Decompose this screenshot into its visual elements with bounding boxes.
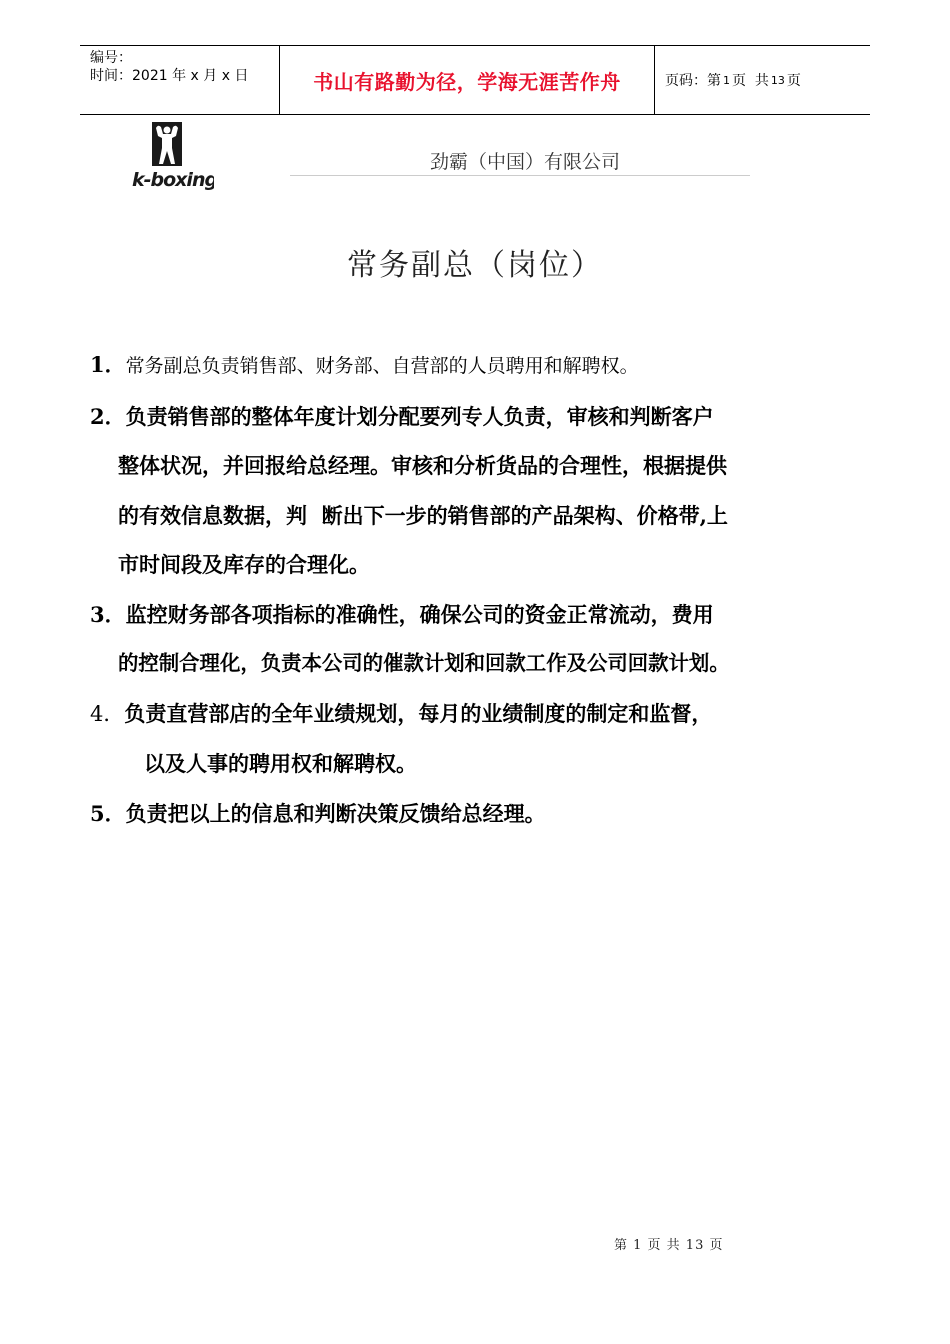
duty-list — [90, 340, 880, 838]
page-total: 13 — [770, 73, 785, 87]
document-header — [80, 45, 870, 115]
header-motto-cell — [280, 46, 655, 114]
item-line: 整体状况，并回报给总经理。审核和分析货品的合理性，根据提供 — [118, 453, 727, 478]
duty-item-1 — [90, 340, 880, 392]
number-label: 编号： — [90, 50, 132, 66]
page-mid-label: 页 共 — [732, 73, 769, 89]
kboxing-logo — [130, 122, 214, 194]
item-number: 5． — [90, 800, 126, 826]
boxer-logo-icon — [130, 122, 214, 194]
item-line: 负责把以上的信息和判断决策反馈给总经理。 — [125, 800, 546, 826]
item-line: 以及人事的聘用权和解聘权。 — [144, 751, 417, 776]
company-name: 劲霸（中国）有限公司 — [290, 148, 750, 176]
header-meta-cell — [80, 46, 280, 114]
time-label: 时间：2021 年 x 月 x 日 — [90, 68, 249, 84]
duty-item-4 — [90, 689, 880, 789]
item-number: 1． — [90, 352, 126, 377]
motto-text: 书山有路勤为径，学海无涯苦作舟 — [313, 69, 621, 94]
item-line: 常务副总负责销售部、财务部、自营部的人员聘用和解聘权。 — [125, 355, 639, 377]
duty-item-5 — [90, 789, 880, 839]
item-line: 负责销售部的整体年度计划分配要列专人负责，审核和判断客户 — [125, 403, 714, 429]
item-line: 监控财务部各项指标的准确性，确保公司的资金正常流动，费用 — [125, 601, 714, 627]
page-title: 常务副总（岗位） — [347, 248, 603, 283]
duty-item-3 — [90, 590, 880, 689]
duty-item-2 — [90, 392, 880, 590]
item-line: 的控制合理化，负责本公司的催款计划和回款工作及公司回款计划。 — [118, 651, 730, 675]
page-number: 1 — [723, 73, 730, 87]
header-page-cell — [655, 46, 870, 114]
item-number: 4． — [90, 701, 125, 726]
item-line: 市时间段及库存的合理化。 — [118, 552, 370, 577]
page-label: 页码：第 — [665, 73, 721, 89]
item-number: 2． — [90, 403, 126, 429]
item-number: 3． — [90, 601, 126, 627]
page-end-label: 页 — [786, 73, 801, 89]
logo-text: k-boxing — [132, 169, 214, 191]
page-footer: 第 1 页 共 13 页 — [614, 1238, 724, 1253]
item-line: 负责直营部店的全年业绩规划，每月的业绩制度的制定和监督， — [124, 700, 713, 726]
item-line: 的有效信息数据，判 断出下一步的销售部的产品架构、价格带,上 — [118, 502, 728, 528]
